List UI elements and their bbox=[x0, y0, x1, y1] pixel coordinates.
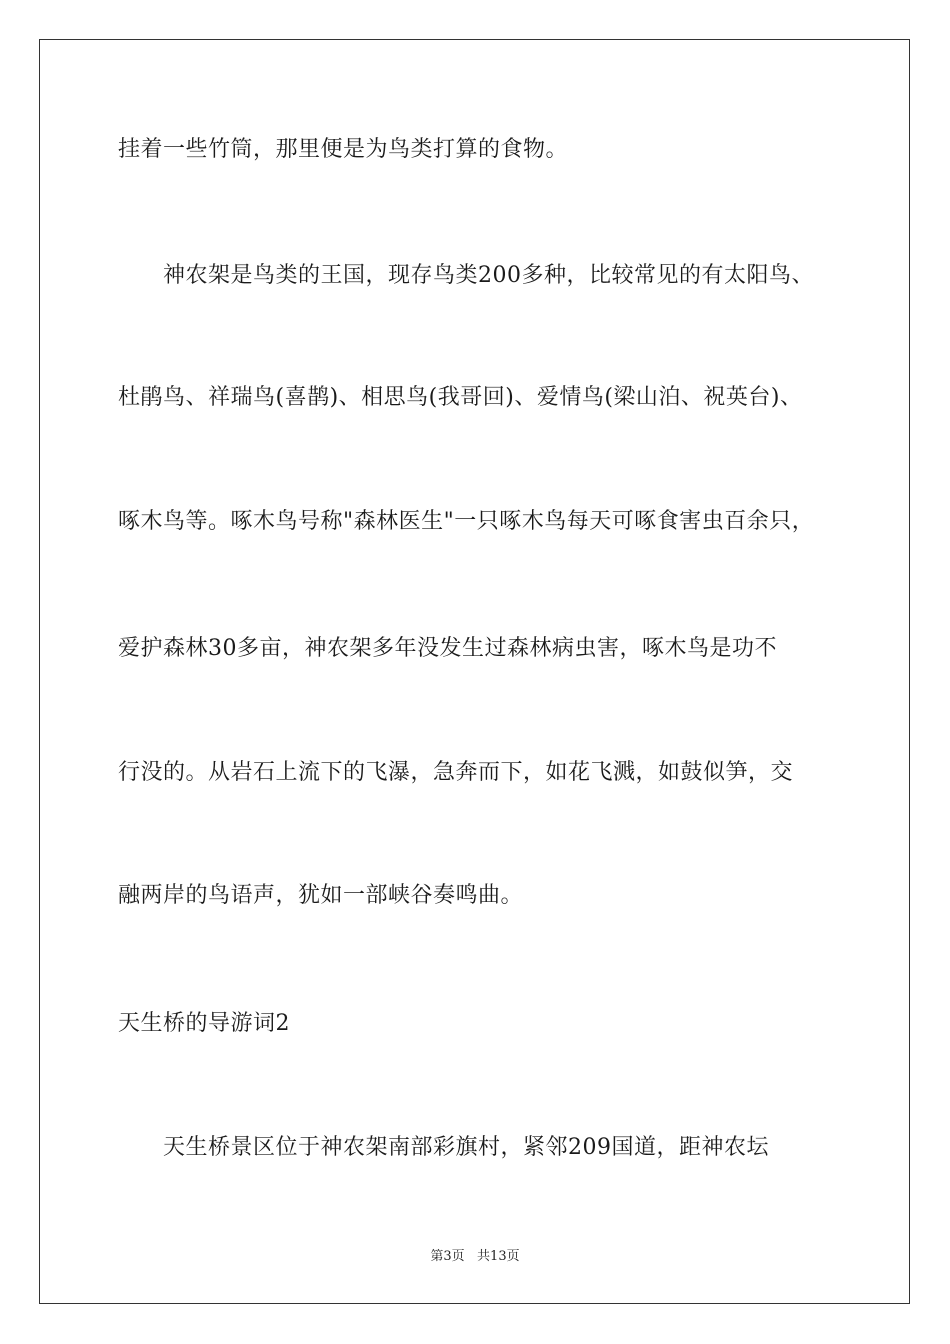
text-line-2: 神农架是鸟类的王国，现存鸟类200多种，比较常见的有太阳鸟、 bbox=[163, 263, 814, 288]
page-border bbox=[39, 39, 910, 1304]
section-heading: 天生桥的导游词2 bbox=[118, 1011, 290, 1036]
text-line-4: 啄木鸟等。啄木鸟号称"森林医生"一只啄木鸟每天可啄食害虫百余只， bbox=[118, 509, 815, 534]
text-line-1: 挂着一些竹筒，那里便是为鸟类打算的食物。 bbox=[118, 137, 569, 162]
page-number-footer: 第3页 共13页 bbox=[430, 1249, 520, 1264]
text-line-5: 爱护森林30多亩，神农架多年没发生过森林病虫害，啄木鸟是功不 bbox=[118, 636, 777, 661]
text-line-7: 融两岸的鸟语声，犹如一部峡谷奏鸣曲。 bbox=[118, 883, 524, 908]
text-line-6: 行没的。从岩石上流下的飞瀑，急奔而下，如花飞溅，如鼓似笋，交 bbox=[118, 760, 794, 785]
text-line-3: 杜鹃鸟、祥瑞鸟(喜鹊)、相思鸟(我哥回)、爱情鸟(梁山泊、祝英台)、 bbox=[118, 385, 803, 410]
text-line-8: 天生桥景区位于神农架南部彩旗村，紧邻209国道，距神农坛 bbox=[163, 1135, 769, 1160]
